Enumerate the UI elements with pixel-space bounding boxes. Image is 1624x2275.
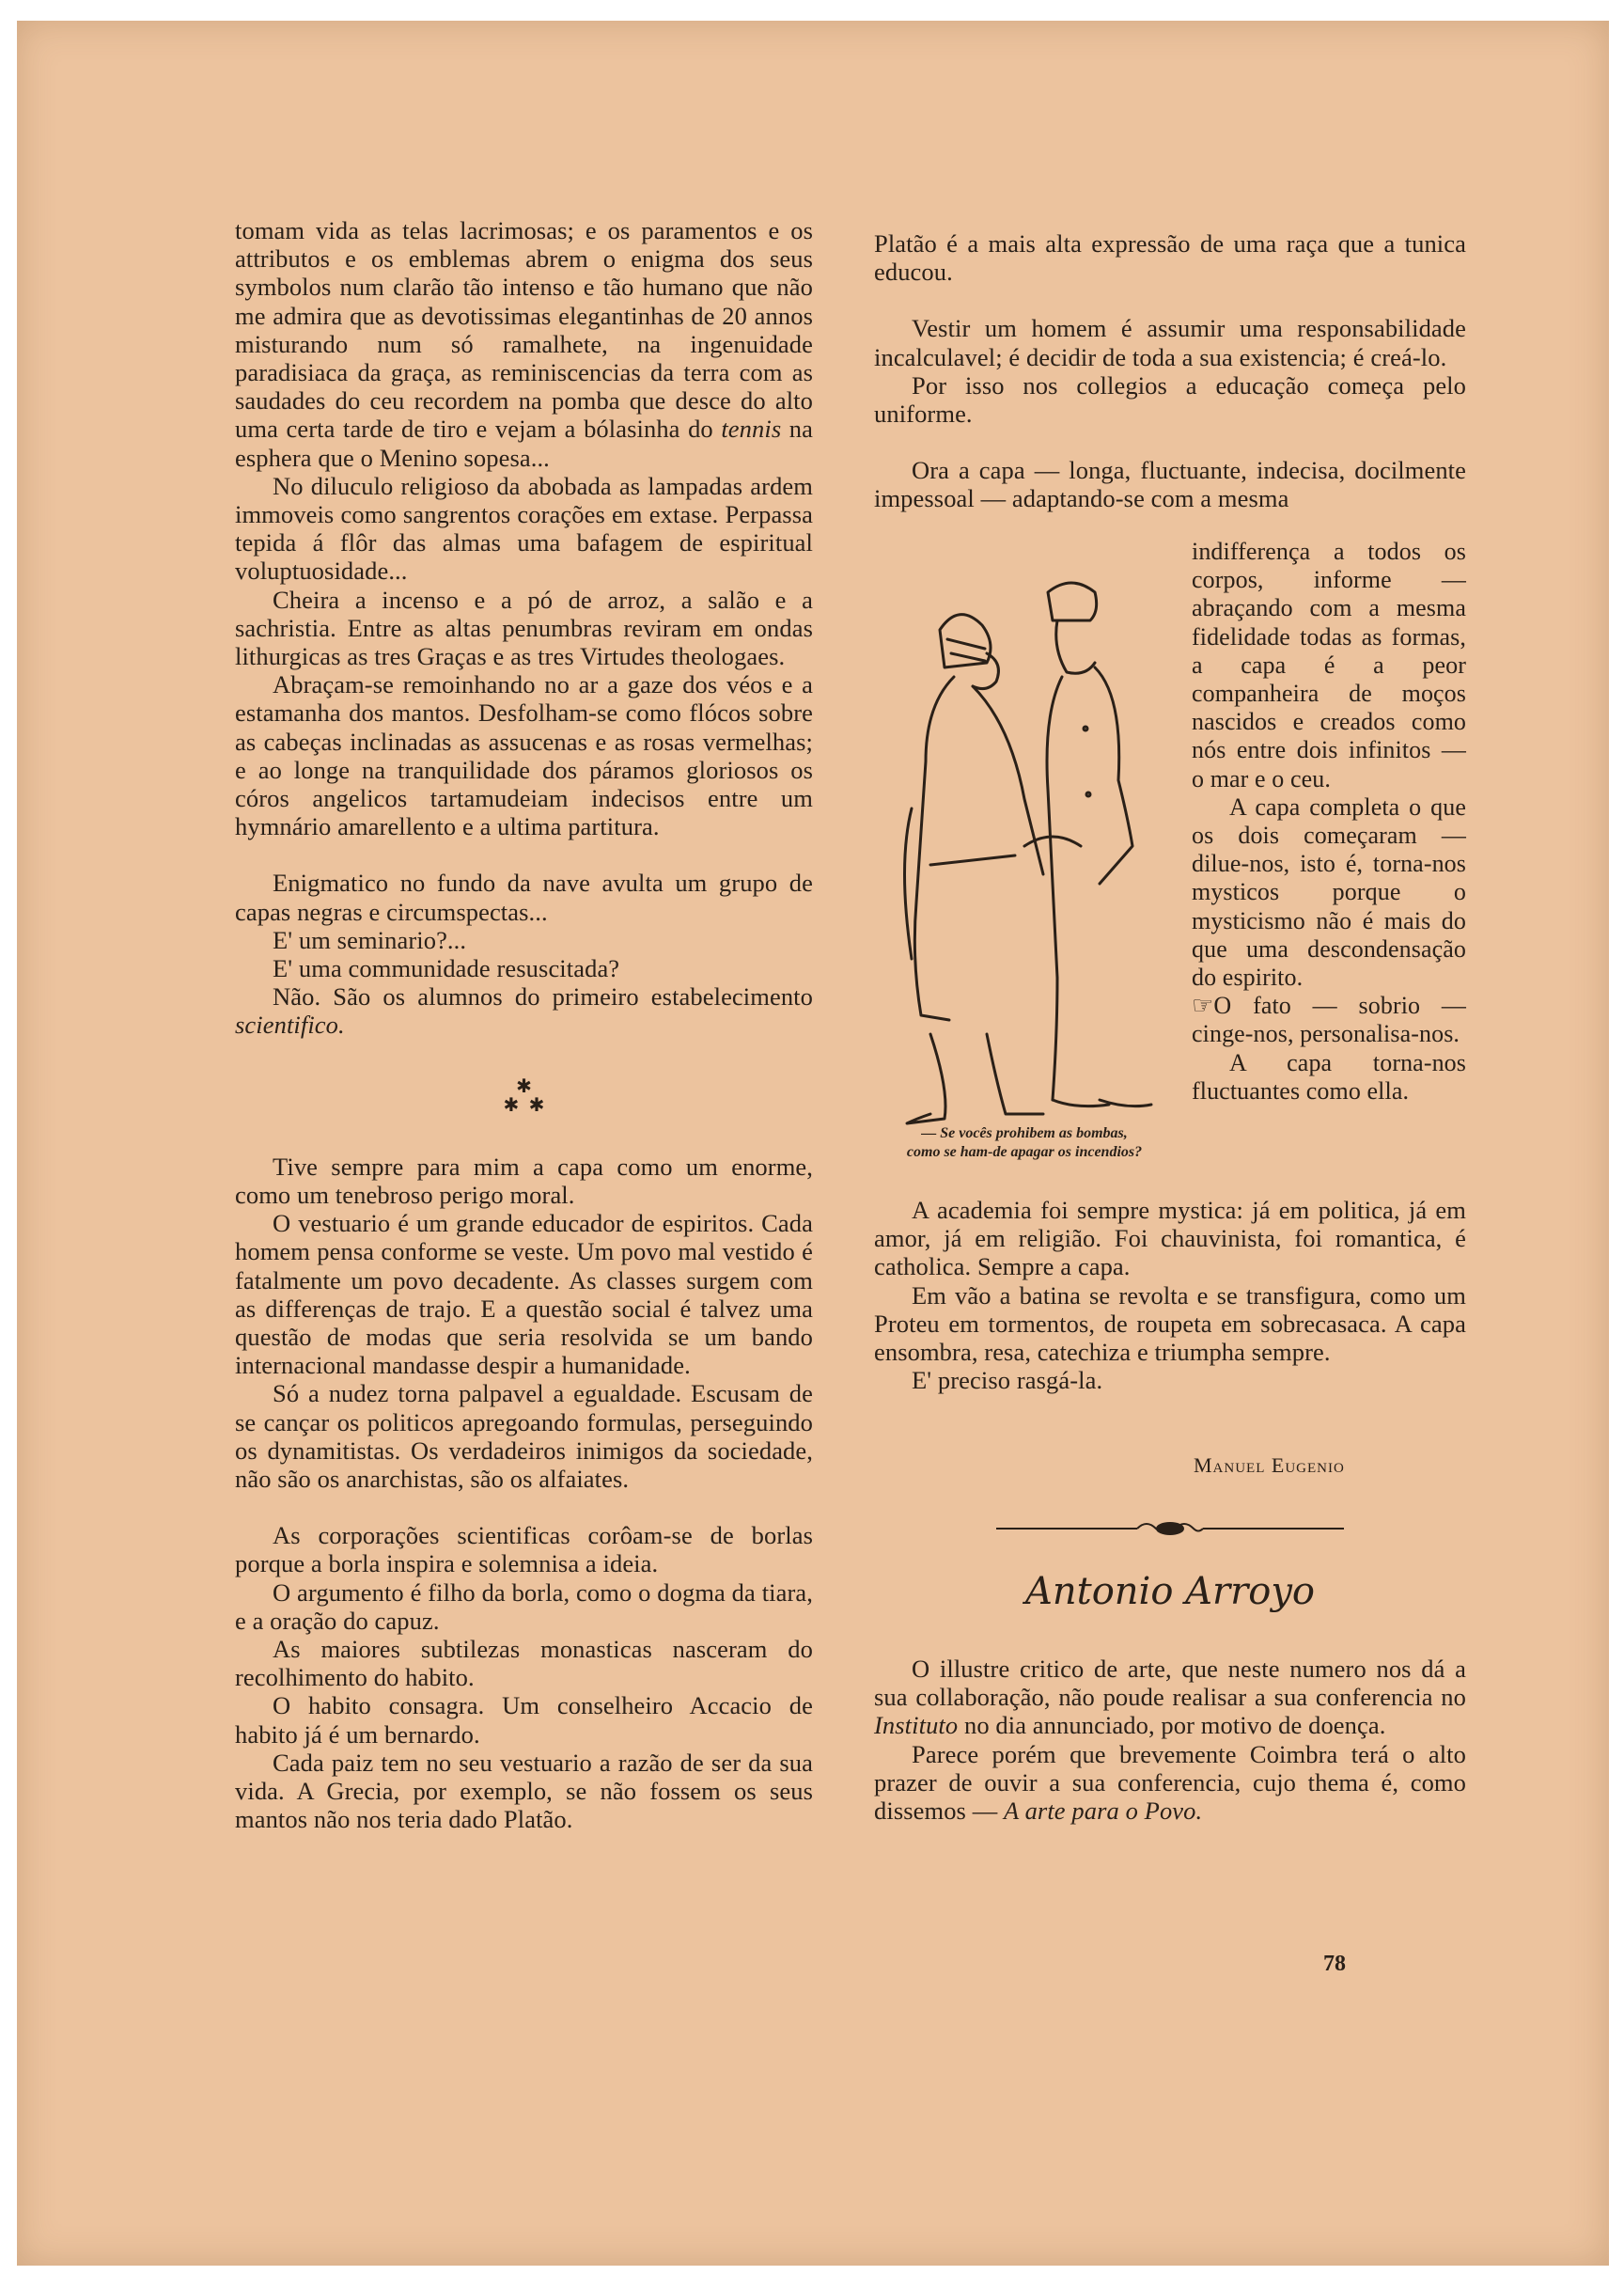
paragraph: A capa torna-nos fluctuantes como ella. [1192,1048,1466,1105]
right-column-narrow [1192,538,1466,1106]
cartoon-illustration [874,564,1175,1128]
paragraph: Vestir um homem é assumir uma responsabilidade incalculavel; é decidir de toda a sua existencia; é creá-lo. [874,314,1466,371]
arroyo-article [874,1655,1466,1825]
right-column-bottom [874,1196,1466,1394]
paragraph: Em vão a batina se revolta e se transfigura, como um Proteu em tormentos, de roupeta em sobrecasaca. A capa ensombra, resa, catechiza e triumpha sempre. [874,1280,1466,1367]
paragraph: Só a nudez torna palpavel a egualdade. Escusam de se cançar os politicos apregoando formulas, perseguindo os dynamitistas. Os verdadeiros inimigos da sociedade, não são os anarchistas, são os alfaiates. [235,1379,813,1493]
paragraph: E' preciso rasgá-la. [912,1366,1103,1395]
paragraph: Platão é a mais alta expressão de uma raça que a tunica educou. [874,229,1466,287]
paragraph: A academia foi sempre mystica: já em politica, já em amor, já em religião. Foi chauvinista, foi romantica, é catholica. Sempre a capa. [874,1196,1466,1281]
paragraph: tomam vida as telas lacrimosas; e os paramentos e os attributos e os emblemas abrem o enigma dos seus symbolos num clarão tão intenso e tão humano que não me admira que as devotissimas elegantinhas de 20 annos misturando num só ramalhete, na ingenuidade paradisiaca da graça, as reminiscencias da terra com as saudades do ceu recordem na pomba que desce do alto uma certa tarde de tiro e vejam a bólasinha do tennis na esphera que o Menino sopesa... [235,216,813,472]
paragraph: Cada paiz tem no seu vestuario a razão de ser da sua vida. A Grecia, por exemplo, se não fossem os seus mantos não nos teria dado Platão. [235,1748,813,1834]
paragraph: indifferença a todos os corpos, informe — abraçando com a mesma fidelidade todas as formas, a capa é a peor companheira de moços nascidos e creados como nós entre dois infinitos — o mar e o ceu. [1192,538,1466,792]
paragraph: E' uma communidade resuscitada? [273,954,620,983]
paragraph: ☞O fato — sobrio — cinge-nos, personalisa-nos. [1192,992,1466,1048]
ornamental-divider [996,1517,1344,1540]
paragraph: As corporações scientificas corôam-se de borlas porque a borla inspira e solemnisa a ideia. [235,1521,813,1578]
paragraph: O habito consagra. Um conselheiro Accacio de habito já é um bernardo. [235,1691,813,1749]
page-number: 78 [1323,1952,1346,1976]
illustration-caption: — Se vocês prohibem as bombas, como se ham-de apagar os incendios? [906,1125,1143,1160]
paragraph: O illustre critico de arte, que neste numero nos dá a sua collaboração, não poude realisar a sua conferencia no Instituto no dia annunciado, por motivo de doença. [874,1655,1466,1740]
paragraph: Ora a capa — longa, fluctuante, indecisa, docilmente impessoal — adaptando-se com a mesma [874,456,1466,513]
section-heading: Antonio Arroyo [1024,1570,1316,1613]
hand-pointer-icon: ☞ [1192,992,1214,1020]
paragraph: Cheira a incenso e a pó de arroz, a salão e a sachristia. Entre as altas penumbras reviram em ondas lithurgicas as tres Graças e as tres Virtudes theologaes. [235,585,813,671]
paragraph: Enigmatico no fundo da nave avulta um grupo de capas negras e circumspectas... [235,869,813,926]
paragraph: Abraçam-se remoinhando no ar a gaze dos véos e a estamanha dos mantos. Desfolham-se como flócos sobre as cabeças inclinadas as assucenas e as rosas vermelhas; e ao longe na tranquilidade dos páramos gloriosos os córos angelicos tartamudeiam indecisos entre um hymnário amarellento e a ultima partitura. [235,670,813,841]
paragraph: Não. São os alumnos do primeiro estabelecimento scientifico. [235,982,813,1040]
left-column [235,216,813,1833]
section-separator-stars: ✱ ✱ ✱ [503,1075,545,1116]
paragraph: E' um seminario?... [273,925,467,954]
right-column-top [874,229,1466,513]
paragraph: A capa completa o que os dois começaram — dilue-nos, isto é, torna-nos mysticos porque o mysticismo não é mais do que uma descondensação do espirito. [1192,792,1466,992]
paragraph: O argumento é filho da borla, como o dogma da tiara, e a oração do capuz. [235,1577,813,1635]
paragraph: Parece porém que brevemente Coimbra terá o alto prazer de ouvir a sua conferencia, cujo thema é, como dissemos — A arte para o Povo. [874,1739,1466,1826]
paragraph: Tive sempre para mim a capa como um enorme, como um tenebroso perigo moral. [235,1152,813,1209]
paragraph: No diluculo religioso da abobada as lampadas ardem immoveis como sangrentos corações em extase. Perpassa tepida á flôr das almas uma bafagem de espiritual voluptuosidade... [235,471,813,586]
paragraph: As maiores subtilezas monasticas nasceram do recolhimento do habito. [235,1634,813,1692]
paragraph: Por isso nos collegios a educação começa pelo uniforme. [874,370,1466,429]
author-signature: Manuel Eugenio [1194,1453,1345,1477]
paragraph: O vestuario é um grande educador de espiritos. Cada homem pensa conforme se veste. Um povo mal vestido é fatalmente um povo decadente. As classes surgem com as differenças de trajo. E a questão social é talvez uma questão de modas que seria resolvida se um bando internacional mandasse despir a humanidade. [235,1209,813,1380]
